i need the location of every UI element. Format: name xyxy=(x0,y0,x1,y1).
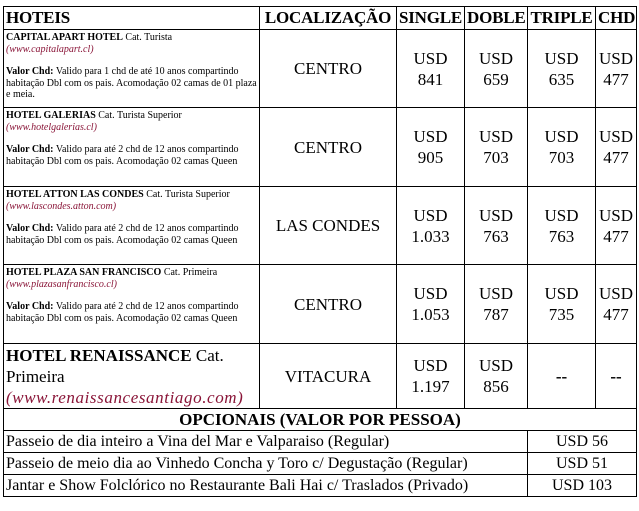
hotel-location: VITACURA xyxy=(260,344,397,409)
header-double: DOBLE xyxy=(465,7,528,30)
hotel-category: Cat. Primeira xyxy=(161,267,218,278)
hotel-url[interactable]: (www.renaissancesantiago.com) xyxy=(6,388,244,407)
price-child: -- xyxy=(596,344,637,409)
chd-label: Valor Chd: xyxy=(6,66,54,77)
price-single: USD 841 xyxy=(397,30,465,108)
table-row xyxy=(4,265,637,344)
price-single: USD 905 xyxy=(397,108,465,187)
hotel-location: CENTRO xyxy=(260,108,397,187)
price-child: USD 477 xyxy=(596,265,637,344)
price-child: USD 477 xyxy=(596,108,637,187)
hotel-url[interactable]: (www.lascondes.atton.com) xyxy=(6,200,117,212)
hotel-location: LAS CONDES xyxy=(260,187,397,265)
hotel-name: HOTEL ATTON LAS CONDES xyxy=(6,189,144,200)
optional-label: Jantar e Show Folclórico no Restaurante Bali Hai c/ Traslados (Privado) xyxy=(4,475,528,497)
header-row xyxy=(4,7,637,30)
header-hotels: HOTEIS xyxy=(4,7,260,30)
price-child: USD 477 xyxy=(596,30,637,108)
price-double: USD 856 xyxy=(465,344,528,409)
hotel-category: Cat. Turista Superior xyxy=(143,189,230,200)
price-triple: USD 703 xyxy=(528,108,596,187)
hotel-info xyxy=(4,108,260,187)
hotel-location: CENTRO xyxy=(260,265,397,344)
optional-label: Passeio de meio dia ao Vinhedo Concha y Toro c/ Degustação (Regular) xyxy=(4,453,528,475)
hotel-url[interactable]: (www.hotelgalerias.cl) xyxy=(6,121,97,133)
price-single: USD 1.197 xyxy=(397,344,465,409)
header-location: LOCALIZAÇÃO xyxy=(260,7,397,30)
hotel-info xyxy=(4,187,260,265)
price-double: USD 787 xyxy=(465,265,528,344)
price-double: USD 659 xyxy=(465,30,528,108)
chd-label: Valor Chd: xyxy=(6,144,54,155)
price-triple: USD 635 xyxy=(528,30,596,108)
optionals-title-row xyxy=(4,409,637,431)
optional-label: Passeio de dia inteiro a Vina del Mar e Valparaiso (Regular) xyxy=(4,431,528,453)
optional-row xyxy=(4,475,637,497)
chd-text: Valido para até 2 chd de 12 anos compartindo habitação Dbl com os pais. Acomodação 02 camas Queen xyxy=(6,144,239,167)
price-child: USD 477 xyxy=(596,187,637,265)
price-triple: USD 735 xyxy=(528,265,596,344)
optional-price: USD 56 xyxy=(528,431,637,453)
optional-price: USD 51 xyxy=(528,453,637,475)
chd-label: Valor Chd: xyxy=(6,301,54,312)
hotel-info xyxy=(4,344,260,409)
chd-text: Valido para até 2 chd de 12 anos compartindo habitação Dbl com os pais. Acomodação 02 camas Queen xyxy=(6,223,239,246)
hotel-category: Cat. Primeira xyxy=(6,346,224,386)
header-child: CHD xyxy=(596,7,637,30)
table-row xyxy=(4,108,637,187)
hotel-info xyxy=(4,265,260,344)
hotel-price-table xyxy=(3,6,637,497)
optional-row xyxy=(4,431,637,453)
hotel-name: HOTEL RENAISSANCE xyxy=(6,346,192,365)
table-row xyxy=(4,30,637,108)
price-triple: -- xyxy=(528,344,596,409)
hotel-name: HOTEL GALERIAS xyxy=(6,110,96,121)
hotel-name: CAPITAL APART HOTEL xyxy=(6,32,123,43)
hotel-info xyxy=(4,30,260,108)
hotel-category: Cat. Turista Superior xyxy=(95,110,182,121)
hotel-name: HOTEL PLAZA SAN FRANCISCO xyxy=(6,267,162,278)
hotel-location: CENTRO xyxy=(260,30,397,108)
price-triple: USD 763 xyxy=(528,187,596,265)
hotel-url[interactable]: (www.plazasanfrancisco.cl) xyxy=(6,278,117,290)
header-single: SINGLE xyxy=(397,7,465,30)
chd-text: Valido para até 2 chd de 12 anos compartindo habitação Dbl com os pais. Acomodação 02 camas Queen xyxy=(6,301,239,324)
price-double: USD 763 xyxy=(465,187,528,265)
hotel-category: Cat. Turista xyxy=(122,32,173,43)
table-row xyxy=(4,187,637,265)
price-single: USD 1.053 xyxy=(397,265,465,344)
price-double: USD 703 xyxy=(465,108,528,187)
header-triple: TRIPLE xyxy=(528,7,596,30)
table-row xyxy=(4,344,637,409)
optional-row xyxy=(4,453,637,475)
hotel-url[interactable]: (www.capitalapart.cl) xyxy=(6,43,94,55)
price-single: USD 1.033 xyxy=(397,187,465,265)
chd-text: Valido para 1 chd de até 10 anos compartindo habitação Dbl com os pais. Acomodação 02 camas de 01 plaza e meia. xyxy=(6,66,257,100)
chd-label: Valor Chd: xyxy=(6,223,54,234)
optionals-title: OPCIONAIS (VALOR POR PESSOA) xyxy=(4,409,637,431)
optional-price: USD 103 xyxy=(528,475,637,497)
